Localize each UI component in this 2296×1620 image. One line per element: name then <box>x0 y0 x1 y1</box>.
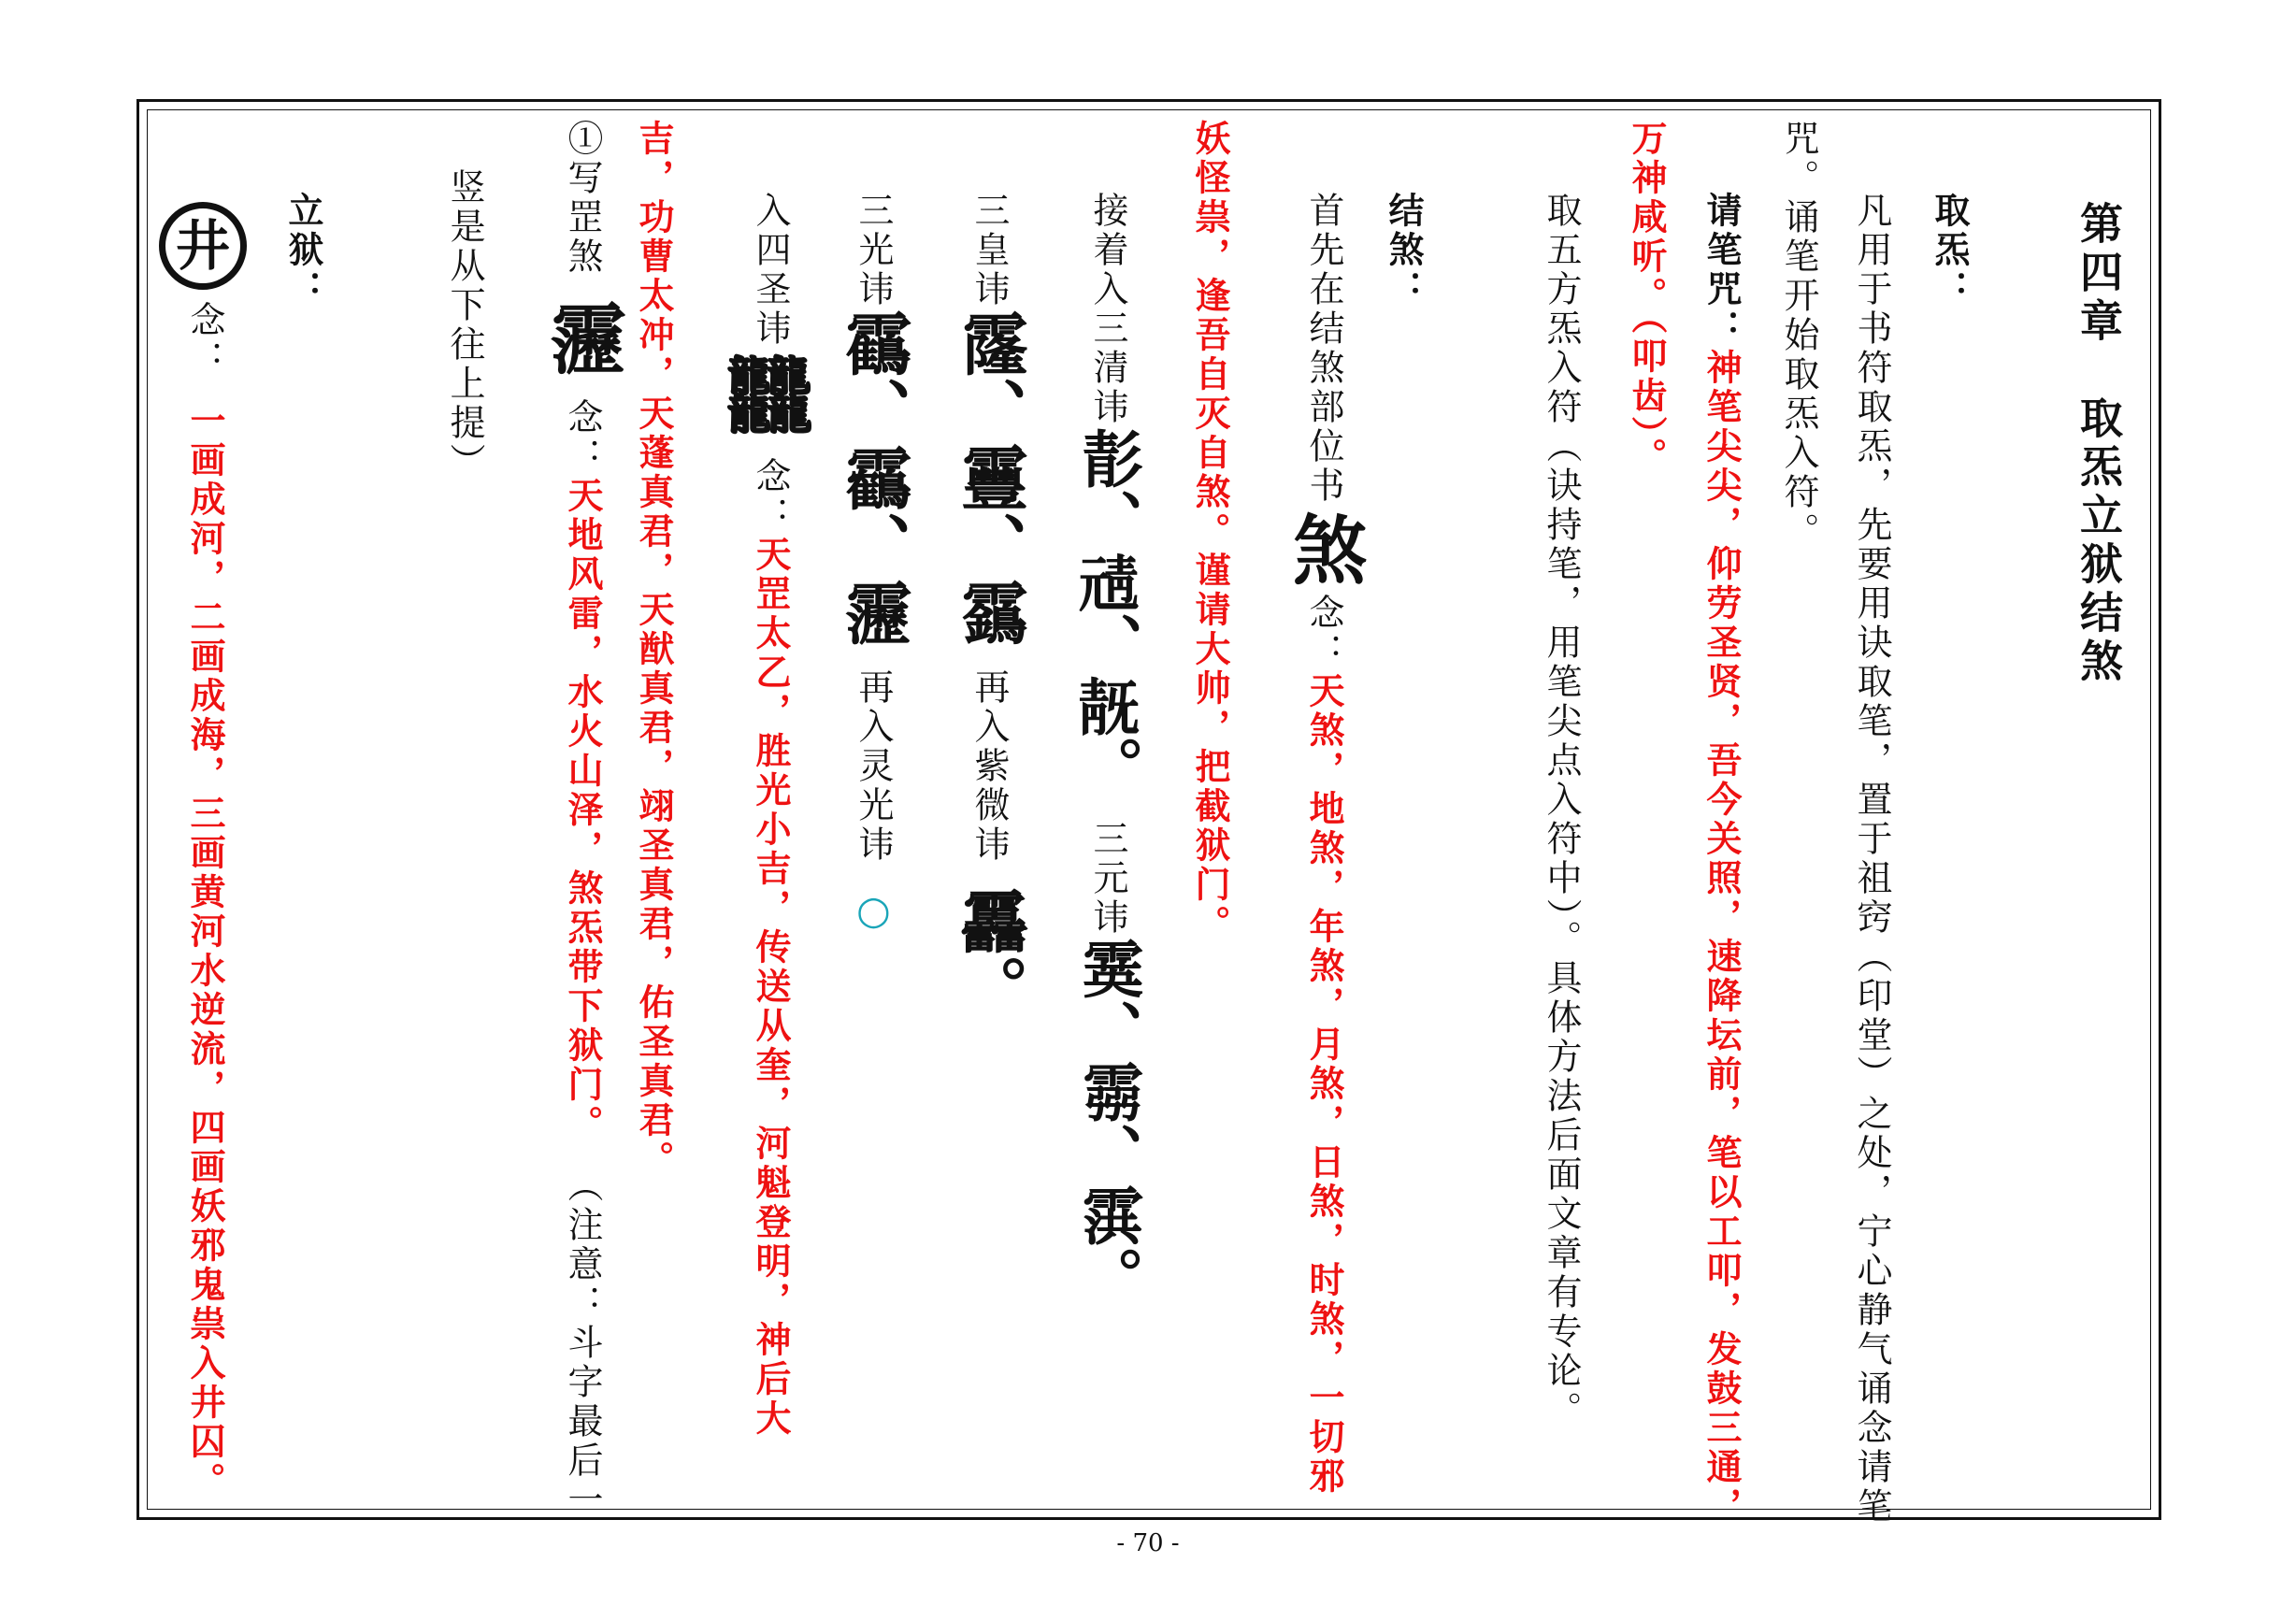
jie-heading: 结煞： <box>1383 192 1424 309</box>
jing-seal-icon <box>159 202 247 290</box>
li-heading: 立狱： <box>282 192 323 309</box>
spell-text-b: 万神咸听。（叩齿）。 <box>1626 120 1667 477</box>
chapter-title: 第四章 取炁立狱结煞 <box>2074 201 2124 687</box>
sanyuan-lead: 三元讳 <box>1087 820 1128 938</box>
spell-text-a: 神笔尖尖，仰劳圣贤，吾今关照，速降坛前，笔以工叩，发鼓三通， <box>1700 349 1742 1527</box>
step-text: 写罡煞 <box>562 159 603 277</box>
jie-intro <box>1280 192 1368 1497</box>
step-incant: 天地风雷，水火山泽，煞炁带下狱门。 <box>562 477 603 1144</box>
spell-label: 请笔咒： <box>1700 192 1742 349</box>
sisheng-lead: 入四圣讳 <box>750 192 791 349</box>
sanqing-chars: 𩇕、𩇖、𩇗。 <box>1071 427 1144 797</box>
sisheng-incant-b: 吉，功曹太冲，天蓬真君，天猷真君，翊圣真君，佑圣真君。 <box>633 120 674 1180</box>
sanqing-line <box>1071 192 1144 1308</box>
li-say: 念： <box>184 301 225 380</box>
page-number: - 70 - <box>1116 1529 1180 1557</box>
sanhuang-line <box>950 192 1029 1022</box>
sanguang-chars: 靍、靏、靋 <box>834 309 913 646</box>
qu-para2: 取五方炁入符（诀持笔，用笔尖点入符中）。具体方法后面文章有专论。 <box>1541 192 1582 1430</box>
jing-seal-char: 井 <box>159 202 247 290</box>
qu-spell-line-a <box>1700 192 1742 1527</box>
jie-intro-a: 首先在结煞部位书 <box>1303 192 1344 506</box>
sisheng-incant-a: 天罡太乙，胜光小吉，传送从奎，河魁登明，神后大 <box>750 536 791 1439</box>
ziwei-char: 靐。 <box>950 887 1029 1022</box>
step-note-a: （注意：斗字最后一 <box>562 1167 603 1520</box>
sanhuang-lead: 三皇讳 <box>969 192 1010 309</box>
sanqing-lead: 接着入三清讳 <box>1087 192 1128 427</box>
qu-para1b: 咒。诵笔开始取炁入符。 <box>1778 120 1819 552</box>
lingguang-lead: 再入灵光讳 <box>853 668 894 865</box>
qu-para1a: 凡用于书符取炁，先要用诀取笔，置于祖窍（印堂）之处，宁心静气诵念请笔 <box>1851 192 1892 1527</box>
sanyuan-chars: 霙、霛、霟。 <box>1071 938 1144 1308</box>
jie-incant-a: 天煞，地煞，年煞，月煞，日煞，时煞，一切邪 <box>1303 672 1344 1497</box>
sanguang-line <box>834 192 913 937</box>
qu-heading: 取炁： <box>1929 192 1970 309</box>
sanhuang-chars: 霳、靊、靎 <box>950 309 1029 646</box>
sanguang-lead: 三光讳 <box>853 192 894 309</box>
step-char: 靋 <box>538 299 627 376</box>
jie-intro-say: 念： <box>1303 594 1344 672</box>
li-incant: 一画成河，二画成海，三画黄河水逆流，四画妖邪鬼祟入井囚。 <box>184 402 225 1501</box>
step-number-mark: ① <box>562 120 603 159</box>
sha-character: 煞 <box>1280 511 1368 586</box>
ziwei-lead: 再入紫微讳 <box>969 668 1010 865</box>
lingguang-circle-icon: ○ <box>851 887 897 937</box>
step-line <box>538 120 627 1520</box>
jie-incant-b: 妖怪祟，逢吾自灭自煞。谨请大帅，把截狱门。 <box>1189 120 1230 944</box>
li-line <box>184 301 225 1501</box>
step-note-b: 竖是从下往上提） <box>444 168 485 482</box>
sisheng-line <box>720 192 821 1439</box>
sisheng-say: 念： <box>750 457 791 536</box>
step-say: 念： <box>562 398 603 477</box>
sisheng-char: 𪚥 <box>720 349 821 435</box>
